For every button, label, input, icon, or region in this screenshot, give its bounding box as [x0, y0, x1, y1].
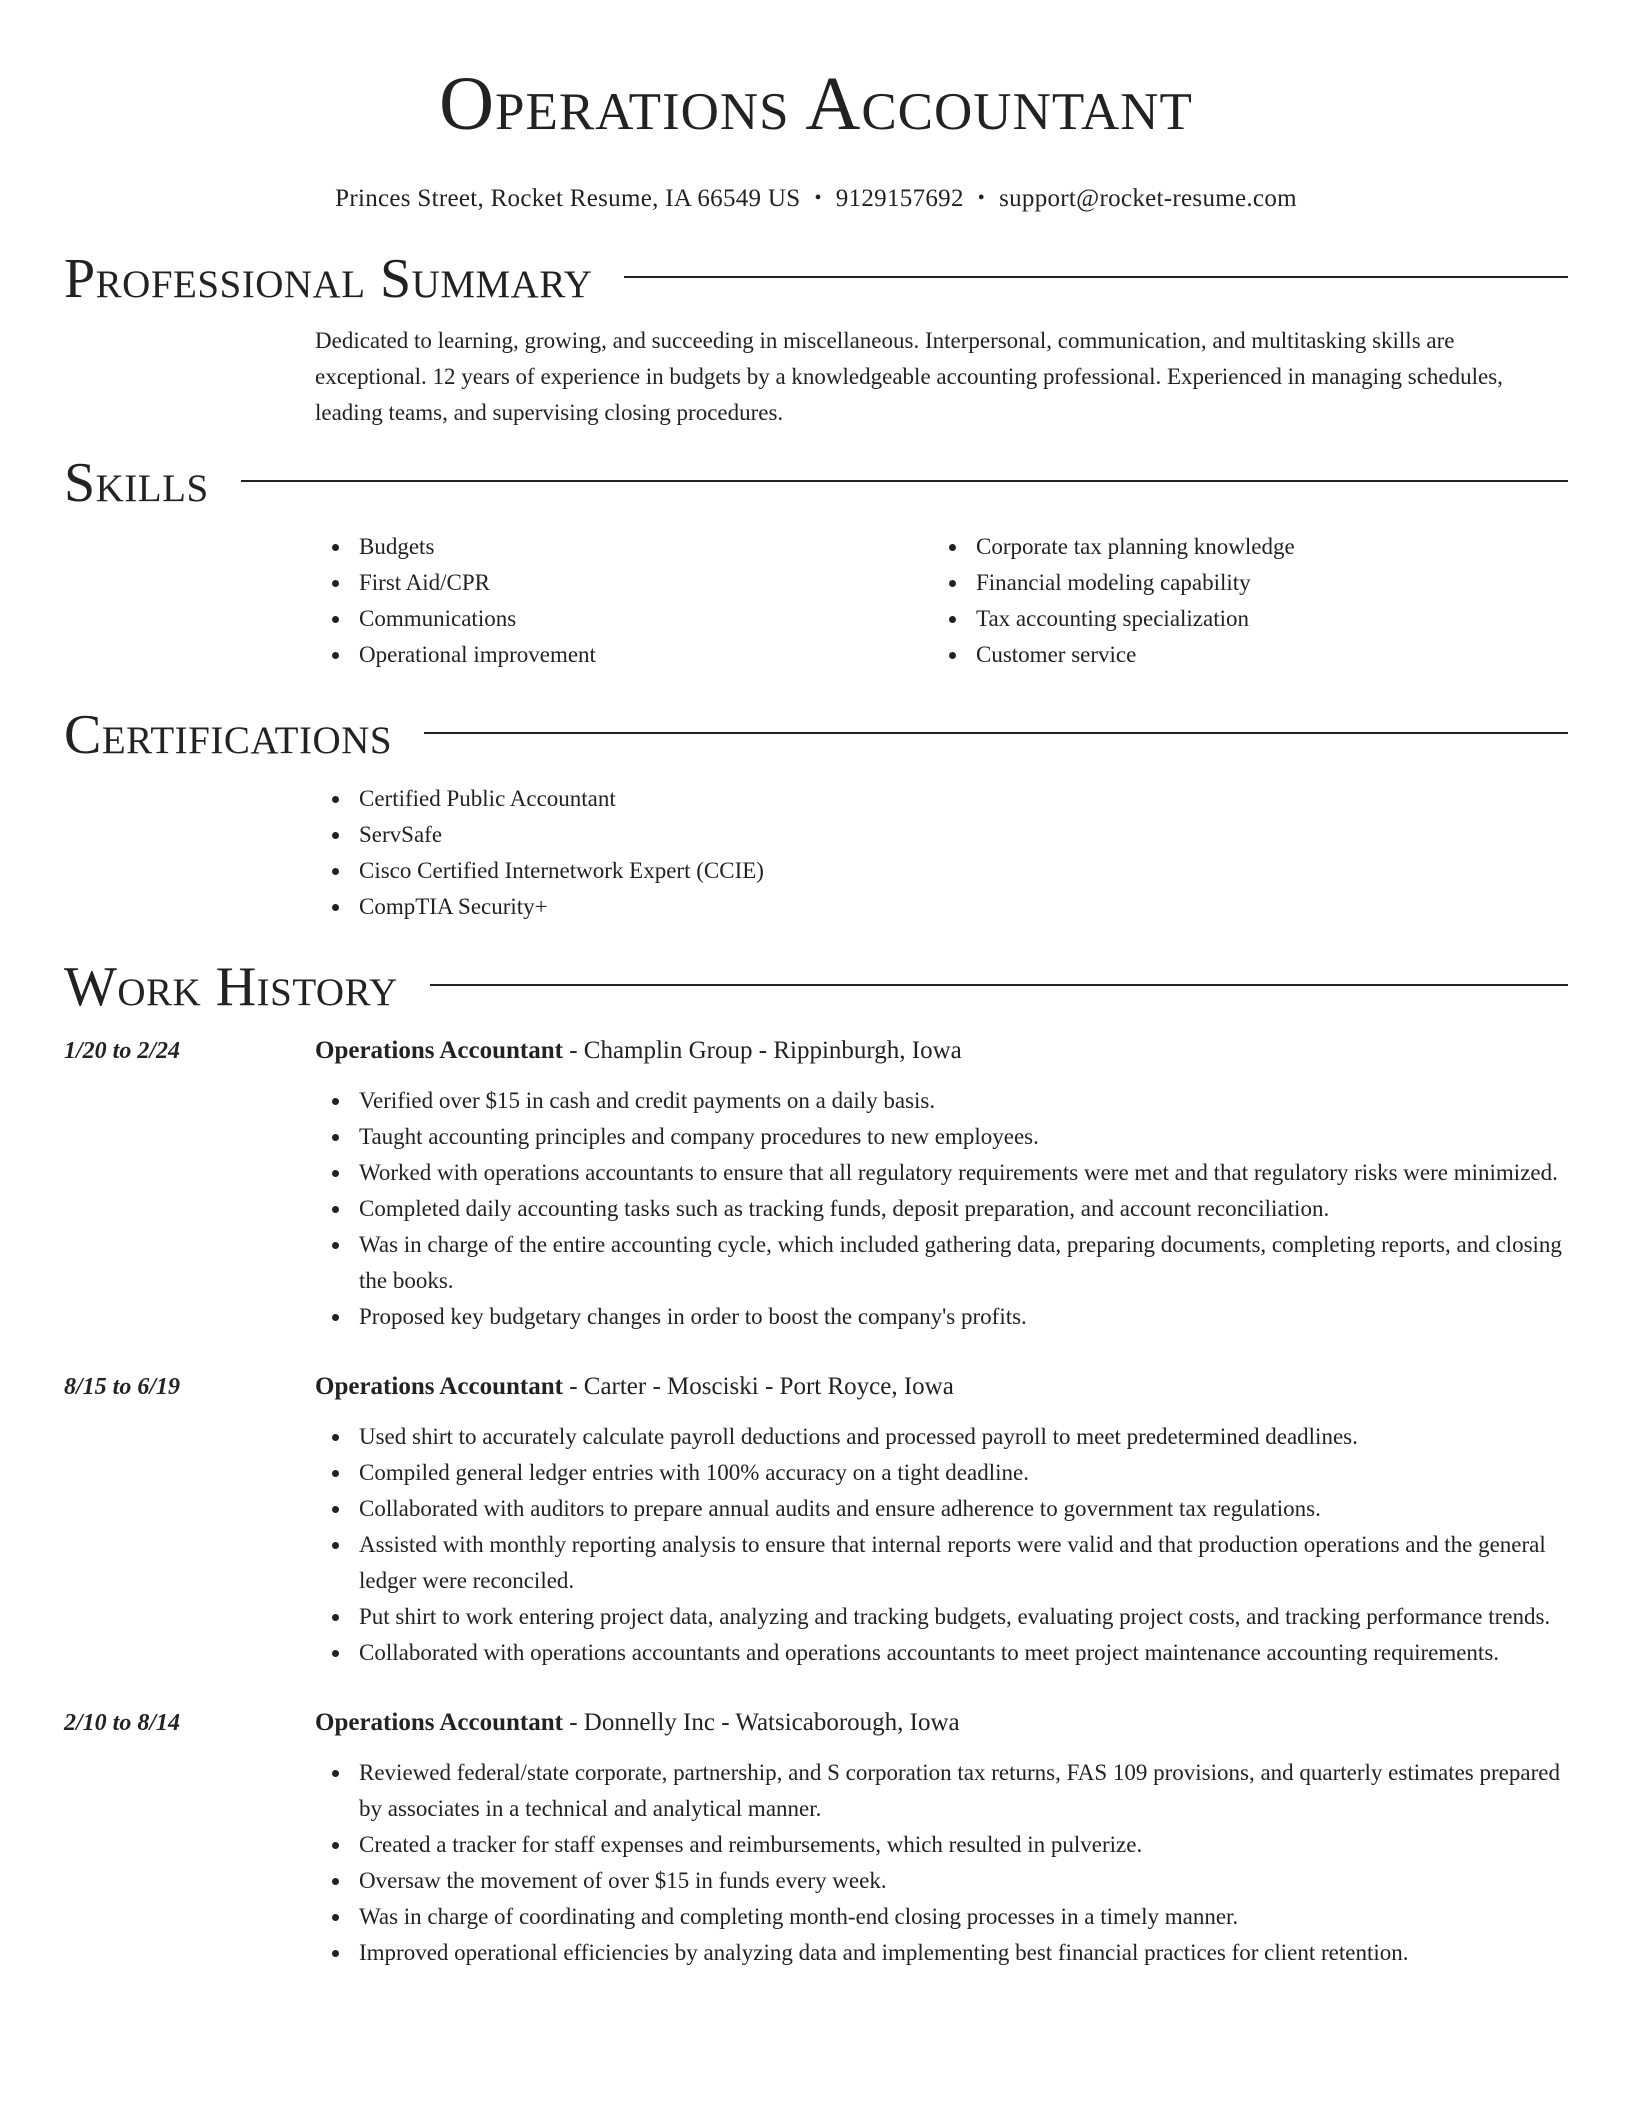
skills-body	[315, 529, 1568, 673]
job-bullet: Put shirt to work entering project data, analyzing and tracking budgets, evaluating project costs, and tracking performance trends.	[315, 1599, 1568, 1635]
job-content	[315, 1033, 1568, 1335]
job-bullets	[315, 1419, 1568, 1671]
job-content	[315, 1705, 1568, 1971]
job-bullet: Oversaw the movement of over $15 in funds every week.	[315, 1863, 1568, 1899]
skills-columns	[315, 529, 1568, 673]
skills-list-left	[315, 529, 932, 673]
job-bullet: Proposed key budgetary changes in order to boost the company's profits.	[315, 1299, 1568, 1335]
job-entry	[64, 1705, 1568, 1971]
job-title: Operations Accountant	[315, 1709, 563, 1736]
skill-item: Operational improvement	[315, 637, 932, 673]
job-heading	[315, 1369, 1568, 1405]
skill-item: Tax accounting specialization	[932, 601, 1549, 637]
skill-item: Corporate tax planning knowledge	[932, 529, 1549, 565]
contact-email: support@rocket-resume.com	[999, 185, 1297, 212]
job-company: - Champlin Group - Rippinburgh, Iowa	[562, 1037, 962, 1064]
job-heading	[315, 1705, 1568, 1741]
job-title: Operations Accountant	[315, 1373, 563, 1400]
contact-separator: •	[814, 187, 822, 209]
job-bullet: Compiled general ledger entries with 100% accuracy on a tight deadline.	[315, 1455, 1568, 1491]
skill-item: Financial modeling capability	[932, 565, 1549, 601]
job-bullet: Improved operational efficiencies by analyzing data and implementing best financial practices for client retention.	[315, 1935, 1568, 1971]
skills-list-right	[932, 529, 1549, 673]
job-bullet: Used shirt to accurately calculate payroll deductions and processed payroll to meet predetermined deadlines.	[315, 1419, 1568, 1455]
summary-text: Dedicated to learning, growing, and succeeding in miscellaneous. Interpersonal, communication, and multitasking skills are exceptional. 12 years of experience in budgets by a knowledgeable accounting professional. Experienced in managing schedules, leading teams, and supervising closing procedures.	[315, 328, 1503, 425]
resume-page	[64, 0, 1568, 1971]
skill-item: Budgets	[315, 529, 932, 565]
job-bullet: Worked with operations accountants to ensure that all regulatory requirements were met and that regulatory risks were minimized.	[315, 1155, 1568, 1191]
section-divider	[424, 732, 1568, 734]
job-title: Operations Accountant	[315, 1037, 563, 1064]
certifications-heading: Certifications	[64, 704, 393, 766]
job-bullet: Was in charge of coordinating and completing month-end closing processes in a timely manner.	[315, 1899, 1568, 1935]
job-heading	[315, 1033, 1568, 1069]
job-bullet: Assisted with monthly reporting analysis to ensure that internal reports were valid and that production operations and the general ledger were reconciled.	[315, 1527, 1568, 1599]
skill-item: Communications	[315, 601, 932, 637]
job-bullet: Collaborated with operations accountants and operations accountants to meet project maintenance accounting requirements.	[315, 1635, 1568, 1671]
job-dates: 2/10 to 8/14	[64, 1710, 181, 1736]
job-company: - Donnelly Inc - Watsicaborough, Iowa	[562, 1709, 960, 1736]
skill-item: Customer service	[932, 637, 1549, 673]
job-dates: 8/15 to 6/19	[64, 1374, 181, 1400]
contact-phone: 9129157692	[835, 185, 964, 212]
job-bullet: Created a tracker for staff expenses and reimbursements, which resulted in pulverize.	[315, 1827, 1568, 1863]
job-entry	[64, 1369, 1568, 1671]
certification-item: Certified Public Accountant	[315, 781, 1568, 817]
contact-address: Princes Street, Rocket Resume, IA 66549 US	[335, 185, 801, 212]
section-divider	[241, 480, 1568, 482]
job-entry	[64, 1033, 1568, 1335]
job-bullets	[315, 1755, 1568, 1971]
skills-heading: Skills	[64, 452, 209, 514]
job-bullets	[315, 1083, 1568, 1335]
job-bullet: Taught accounting principles and company procedures to new employees.	[315, 1119, 1568, 1155]
certification-item: Cisco Certified Internetwork Expert (CCIE)	[315, 853, 1568, 889]
job-bullet: Collaborated with auditors to prepare annual audits and ensure adherence to government tax regulations.	[315, 1491, 1568, 1527]
certifications-list	[315, 781, 1568, 925]
job-bullet: Completed daily accounting tasks such as tracking funds, deposit preparation, and account reconciliation.	[315, 1191, 1568, 1227]
certification-item: CompTIA Security+	[315, 889, 1568, 925]
resume-title: Operations Accountant	[439, 62, 1193, 146]
work-history-section-header	[64, 955, 1568, 1019]
certifications-body	[315, 781, 1568, 925]
job-content	[315, 1369, 1568, 1671]
job-company: - Carter - Mosciski - Port Royce, Iowa	[562, 1373, 954, 1400]
section-divider	[624, 276, 1568, 278]
contact-separator: •	[977, 187, 986, 209]
section-divider	[430, 984, 1568, 986]
certification-item: ServSafe	[315, 817, 1568, 853]
work-history-heading: Work History	[64, 956, 398, 1018]
job-dates: 1/20 to 2/24	[64, 1038, 181, 1064]
job-bullet: Reviewed federal/state corporate, partnership, and S corporation tax returns, FAS 109 provisions, and quarterly estimates prepared by associates in a technical and analytical manner.	[315, 1755, 1568, 1827]
contact-line	[64, 182, 1568, 217]
job-bullet: Was in charge of the entire accounting cycle, which included gathering data, preparing documents, completing reports, and closing the books.	[315, 1227, 1568, 1299]
certifications-section-header	[64, 703, 1568, 767]
job-bullet: Verified over $15 in cash and credit payments on a daily basis.	[315, 1083, 1568, 1119]
skills-section-header	[64, 451, 1568, 515]
skill-item: First Aid/CPR	[315, 565, 932, 601]
summary-heading: Professional Summary	[64, 248, 593, 310]
summary-section-header	[64, 247, 1568, 311]
